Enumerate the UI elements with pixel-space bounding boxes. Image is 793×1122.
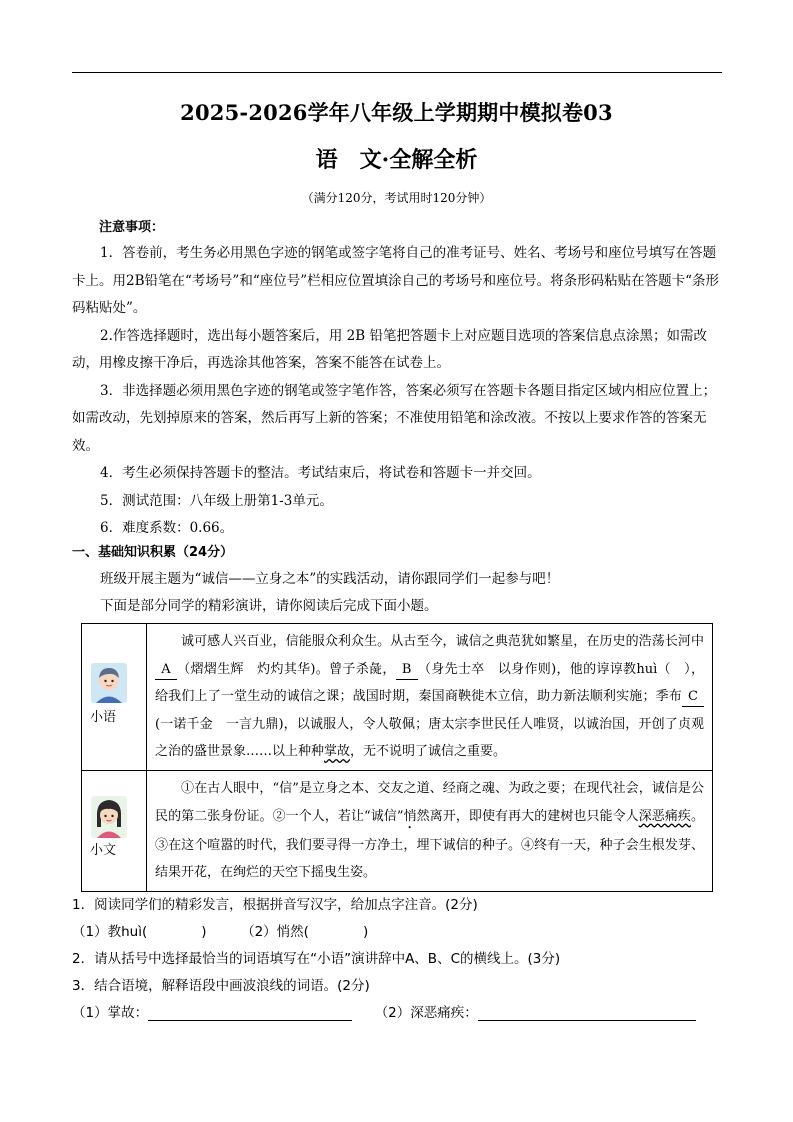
speech-text: ，无不说明了诚信之重要。	[350, 744, 507, 759]
wavy-term: 掌故	[324, 744, 351, 759]
girl-avatar-icon	[90, 795, 128, 839]
question-1a: （1）教huì( )	[72, 924, 207, 940]
speech-text: （熠熠生辉 灼灼其华)。曾子杀彘，	[177, 661, 396, 677]
speech-text: 诚可感人兴百业，信能服众利众生。从古至今，诚信之典范犹如繁星，在历史的浩荡长河中	[181, 634, 704, 649]
answer-blank-3a[interactable]	[148, 1004, 352, 1021]
section-heading: 一、基础知识积累（24分）	[72, 545, 234, 560]
speech-text-cell	[147, 771, 713, 892]
question-2: 2．请从括号中选择最恰当的词语填写在“小语”演讲辞中A、B、C的横线上。(3分)	[72, 951, 561, 967]
section-intro	[72, 566, 722, 620]
speech-text: (一诺千金 一言九鼎)，以诚服人，令人敬佩；唐太宗李世民任人唯贤，以诚治国，开创了贞观之治的盛世景象……以上种种	[155, 716, 704, 759]
speech-paragraph	[155, 775, 704, 887]
boy-avatar-icon	[90, 662, 128, 704]
blank-c: C	[682, 688, 704, 707]
speech-paragraph	[155, 628, 704, 766]
speech-text: 然离开，即使有再大的建树也只能令人	[416, 808, 639, 824]
notice-item: 4．考生必须保持答题卡的整洁。考试结束后，将试卷和答题卡一并交回。	[100, 465, 541, 481]
question-3a: （1）掌故：	[72, 1005, 149, 1021]
exam-title: 2025-2026学年八年级上学期期中模拟卷03	[180, 100, 613, 125]
question-1b: （2）悄然( )	[241, 924, 369, 940]
notice-item: 1．答卷前，考生务必用黑色字迹的钢笔或签字笔将自己的准考证号、姓名、考场号和座位号填写在答题卡上。用2B铅笔在“考场号”和“座位号”栏相应位置填涂自己的考场号和座位号。将条形码粘贴在答题卡“条形码粘贴处”。	[72, 245, 720, 316]
blank-b: B	[396, 661, 418, 680]
header-rule	[72, 72, 722, 73]
question-3-parts	[72, 1001, 696, 1021]
question-1-parts	[72, 920, 368, 940]
notice-item: 2.作答选择题时，选出每小题答案后，用 2B 铅笔把答题卡上对应题目选项的答案信息点涂黑；如需改动，用橡皮擦干净后，再选涂其他答案，答案不能答在试卷上。	[72, 327, 707, 371]
speaker-cell	[82, 624, 147, 771]
speech-row	[82, 624, 713, 771]
exam-subtitle: 语 文·全解全析	[315, 147, 478, 173]
notice-list	[72, 240, 722, 543]
speech-text: （身先士卒 以身作则)，他的谆谆教huì（ ），给我们上了一堂生动的诚信之课；战国时期，秦国商鞅徙木立信，助力新法顺利实施；季布	[155, 661, 704, 704]
wavy-term: 深恶痛疾	[638, 808, 691, 824]
speaker-name: 小文	[90, 843, 117, 858]
notice-heading: 注意事项：	[99, 220, 165, 235]
intro-line: 班级开展主题为“诚信——立身之本”的实践活动，请你跟同学们一起参与吧！	[100, 571, 560, 587]
speech-text: ①在古人眼中，“信”是立身之本、交友之道、经商之魂、为政之要；在现代社会，诚信是公民的第二张身份证。②一个人，若让“诚信”	[155, 781, 704, 824]
speaker-cell	[82, 771, 147, 892]
speech-text-cell	[147, 624, 713, 771]
score-note: （满分120分，考试用时120分钟）	[301, 191, 492, 205]
question-1: 1．阅读同学们的精彩发言，根据拼音写汉字，给加点字注音。(2分)	[72, 897, 478, 913]
speech-text: 。③在这个喧嚣的时代，我们要寻得一方净土，埋下诚信的种子。④终有一天，种子会生根发芽、结果开花，在绚烂的天空下摇曳生姿。	[155, 808, 704, 880]
speech-table	[81, 623, 713, 892]
notice-item: 6．难度系数：0.66。	[100, 520, 234, 536]
dotted-char: 悄	[403, 808, 417, 824]
answer-blank-3b[interactable]	[478, 1004, 696, 1021]
notice-item: 3．非选择题必须用黑色字迹的钢笔或签字笔作答，答案必须写在答题卡各题目指定区域内相应位置上；如需改动，先划掉原来的答案，然后再写上新的答案；不准使用铅笔和涂改液。不按以上要求作答的答案无效。	[72, 382, 717, 454]
question-3b: （2）深恶痛疾：	[374, 1005, 478, 1021]
blank-a: A	[155, 661, 177, 680]
intro-line: 下面是部分同学的精彩演讲，请你阅读后完成下面小题。	[100, 598, 438, 614]
speech-row	[82, 771, 713, 892]
speaker-name: 小语	[90, 710, 117, 725]
question-3: 3．结合语境，解释语段中画波浪线的词语。(2分)	[72, 978, 370, 994]
notice-item: 5．测试范围：八年级上册第1-3单元。	[100, 492, 333, 509]
